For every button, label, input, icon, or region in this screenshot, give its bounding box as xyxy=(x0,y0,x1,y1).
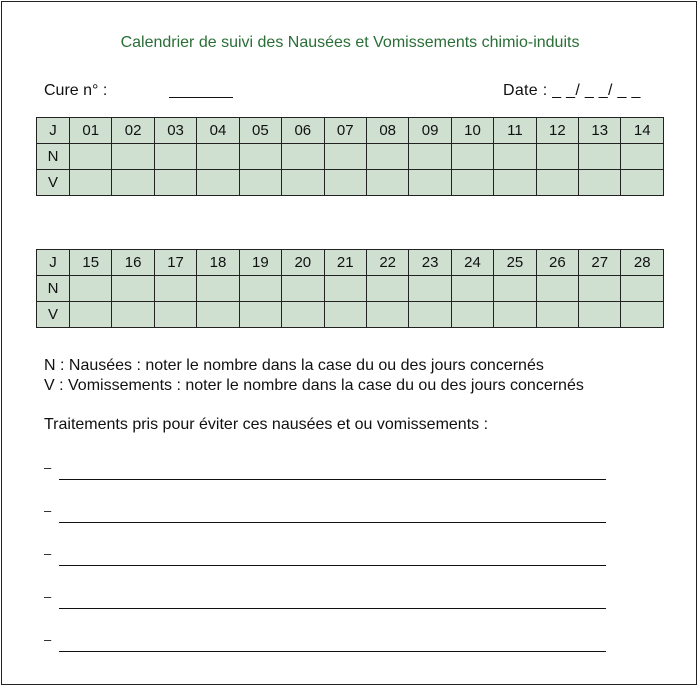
entry-cell[interactable] xyxy=(366,302,408,328)
entry-cell[interactable] xyxy=(324,170,366,196)
day-number-cell: 19 xyxy=(239,250,281,276)
entry-cell[interactable] xyxy=(112,302,154,328)
row-label: V xyxy=(37,170,70,196)
days-table-1 xyxy=(36,117,664,196)
entry-cell[interactable] xyxy=(154,144,196,170)
day-number-cell: 28 xyxy=(621,250,664,276)
day-number-cell: 22 xyxy=(366,250,408,276)
day-number-cell: 01 xyxy=(70,118,112,144)
day-number-cell: 17 xyxy=(154,250,196,276)
treatment-entry-line[interactable] xyxy=(44,632,606,652)
entry-cell[interactable] xyxy=(536,170,578,196)
day-number-cell: 02 xyxy=(112,118,154,144)
entry-cell[interactable] xyxy=(621,144,664,170)
dash-bullet: – xyxy=(44,546,52,561)
entry-cell[interactable] xyxy=(366,144,408,170)
form-frame xyxy=(1,1,697,685)
entry-cell[interactable] xyxy=(579,302,621,328)
entry-cell[interactable] xyxy=(282,144,324,170)
dash-bullet: – xyxy=(44,503,52,518)
entry-rule xyxy=(59,479,606,480)
entry-cell[interactable] xyxy=(451,170,493,196)
entry-cell[interactable] xyxy=(197,302,239,328)
entry-cell[interactable] xyxy=(536,276,578,302)
day-number-cell: 13 xyxy=(579,118,621,144)
treatments-label: Traitements pris pour éviter ces nausées et ou vomissements : xyxy=(44,416,489,433)
dash-bullet: – xyxy=(44,632,52,647)
entry-cell[interactable] xyxy=(494,276,536,302)
form-title: Calendrier de suivi des Nausées et Vomissements chimio-induits xyxy=(120,34,580,51)
day-number-cell: 20 xyxy=(282,250,324,276)
row-label: V xyxy=(37,302,70,328)
day-number-cell: 25 xyxy=(494,250,536,276)
entry-cell[interactable] xyxy=(324,144,366,170)
day-number-cell: 05 xyxy=(239,118,281,144)
entry-cell[interactable] xyxy=(112,144,154,170)
days-table-2 xyxy=(36,249,664,328)
treatment-entry-line[interactable] xyxy=(44,460,606,480)
day-number-cell: 16 xyxy=(112,250,154,276)
entry-rule xyxy=(59,608,606,609)
entry-cell[interactable] xyxy=(154,170,196,196)
entry-cell[interactable] xyxy=(282,302,324,328)
entry-cell[interactable] xyxy=(112,170,154,196)
entry-cell[interactable] xyxy=(494,144,536,170)
row-label: N xyxy=(37,276,70,302)
row-label: N xyxy=(37,144,70,170)
day-number-cell: 26 xyxy=(536,250,578,276)
day-number-cell: 10 xyxy=(451,118,493,144)
entry-cell[interactable] xyxy=(112,276,154,302)
dash-bullet: – xyxy=(44,589,52,604)
dash-bullet: – xyxy=(44,460,52,475)
table-header-row xyxy=(37,118,664,144)
entry-cell[interactable] xyxy=(70,302,112,328)
table-header-row xyxy=(37,250,664,276)
day-number-cell: 21 xyxy=(324,250,366,276)
table-row xyxy=(37,170,664,196)
entry-cell[interactable] xyxy=(451,276,493,302)
entry-rule xyxy=(59,651,606,652)
day-number-cell: 08 xyxy=(366,118,408,144)
entry-cell[interactable] xyxy=(70,276,112,302)
day-header-label: J xyxy=(37,118,70,144)
entry-cell[interactable] xyxy=(536,302,578,328)
entry-cell[interactable] xyxy=(494,302,536,328)
treatment-entry-line[interactable] xyxy=(44,546,606,566)
entry-cell[interactable] xyxy=(621,302,664,328)
entry-cell[interactable] xyxy=(366,276,408,302)
entry-cell[interactable] xyxy=(197,144,239,170)
entry-rule xyxy=(59,522,606,523)
legend-vomiting: V : Vomissements : noter le nombre dans la case du ou des jours concernés xyxy=(44,377,584,394)
entry-cell[interactable] xyxy=(409,170,451,196)
entry-rule xyxy=(59,565,606,566)
cure-number-label: Cure n° : xyxy=(44,82,108,99)
entry-cell[interactable] xyxy=(239,170,281,196)
entry-cell[interactable] xyxy=(451,144,493,170)
entry-cell[interactable] xyxy=(282,170,324,196)
entry-cell[interactable] xyxy=(409,144,451,170)
day-number-cell: 09 xyxy=(409,118,451,144)
day-number-cell: 11 xyxy=(494,118,536,144)
entry-cell[interactable] xyxy=(239,302,281,328)
day-number-cell: 03 xyxy=(154,118,196,144)
entry-cell[interactable] xyxy=(239,276,281,302)
entry-cell[interactable] xyxy=(366,170,408,196)
day-number-cell: 04 xyxy=(197,118,239,144)
entry-cell[interactable] xyxy=(536,144,578,170)
cure-number-blank[interactable] xyxy=(169,97,233,98)
day-number-cell: 24 xyxy=(451,250,493,276)
entry-cell[interactable] xyxy=(70,170,112,196)
entry-cell[interactable] xyxy=(154,276,196,302)
table-row xyxy=(37,276,664,302)
entry-cell[interactable] xyxy=(239,144,281,170)
day-header-label: J xyxy=(37,250,70,276)
entry-cell[interactable] xyxy=(70,144,112,170)
entry-cell[interactable] xyxy=(621,276,664,302)
treatment-entry-line[interactable] xyxy=(44,589,606,609)
entry-cell[interactable] xyxy=(282,276,324,302)
treatment-entry-line[interactable] xyxy=(44,503,606,523)
day-number-cell: 07 xyxy=(324,118,366,144)
table-row xyxy=(37,144,664,170)
entry-cell[interactable] xyxy=(494,170,536,196)
entry-cell[interactable] xyxy=(324,302,366,328)
entry-cell[interactable] xyxy=(409,302,451,328)
entry-cell[interactable] xyxy=(197,276,239,302)
entry-cell[interactable] xyxy=(451,302,493,328)
day-number-cell: 06 xyxy=(282,118,324,144)
entry-cell[interactable] xyxy=(579,276,621,302)
day-number-cell: 27 xyxy=(579,250,621,276)
entry-cell[interactable] xyxy=(579,170,621,196)
day-number-cell: 12 xyxy=(536,118,578,144)
date-field-label: Date : _ _/ _ _/ _ _ xyxy=(503,82,641,99)
entry-cell[interactable] xyxy=(621,170,664,196)
day-number-cell: 15 xyxy=(70,250,112,276)
day-number-cell: 18 xyxy=(197,250,239,276)
entry-cell[interactable] xyxy=(197,170,239,196)
entry-cell[interactable] xyxy=(579,144,621,170)
entry-cell[interactable] xyxy=(409,276,451,302)
entry-cell[interactable] xyxy=(324,276,366,302)
table-row xyxy=(37,302,664,328)
day-number-cell: 23 xyxy=(409,250,451,276)
legend-nausea: N : Nausées : noter le nombre dans la case du ou des jours concernés xyxy=(44,357,544,374)
entry-cell[interactable] xyxy=(154,302,196,328)
day-number-cell: 14 xyxy=(621,118,664,144)
